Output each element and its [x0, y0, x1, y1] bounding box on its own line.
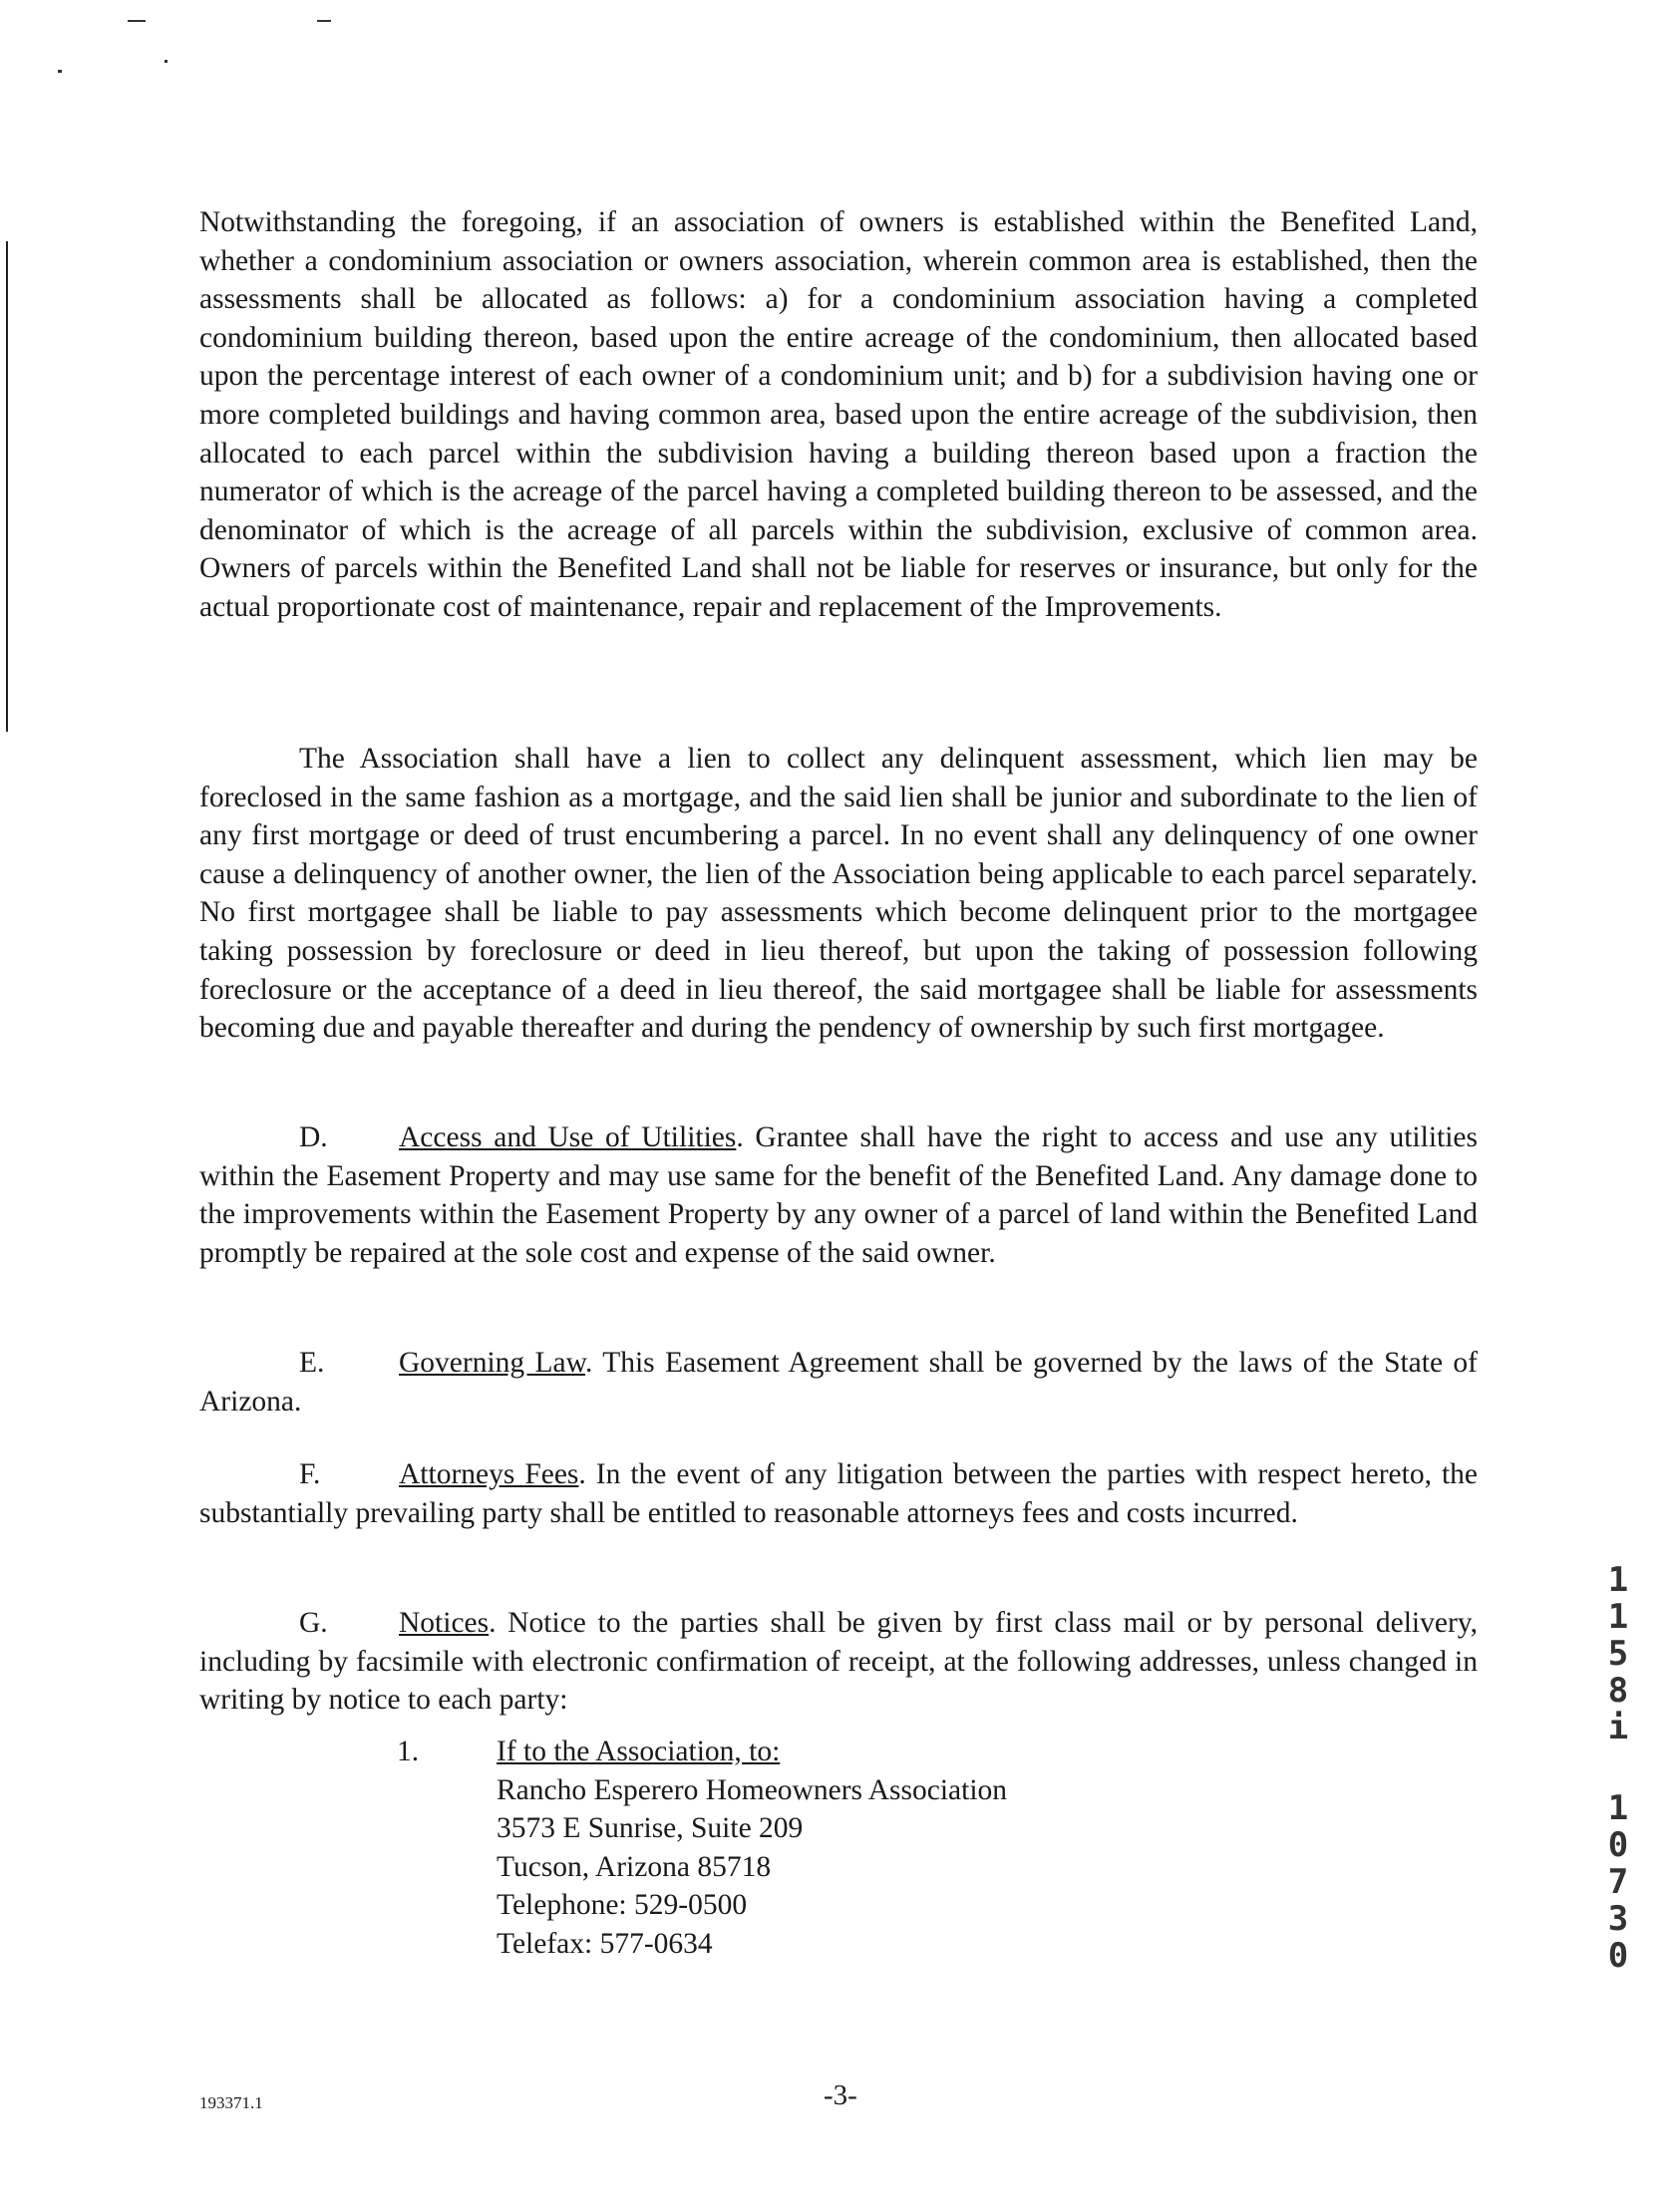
section-text: . Notice to the parties shall be given by first class mail or by personal delivery, including by facsimile with electronic confirmation of receipt, at the following addresses, unless changed in writing by notice to each party:	[199, 1607, 1478, 1717]
section-text: . Grantee shall have the right to access and use any utilities within the Easement Property and may use same for the benefit of the Benefited Land. Any damage done to the improvements within the Easement Property by any owner of a parcel of land within the Benefited Land promptly be repaired at the sole cost and expense of the said owner.	[199, 1121, 1478, 1269]
stamp-gap	[1601, 1746, 1635, 1790]
scan-artifact	[165, 60, 168, 63]
section-attorneys-fees	[199, 1455, 1478, 1532]
address-name: Rancho Esperero Homeowners Association	[497, 1773, 1008, 1806]
stamp-char: 1	[1607, 1597, 1629, 1637]
stamp-char: 3	[1607, 1899, 1629, 1939]
margin-bar	[6, 241, 8, 732]
section-letter: D.	[299, 1121, 328, 1153]
paragraph-assessment-allocation	[199, 203, 1478, 627]
section-letter: E.	[299, 1347, 325, 1379]
section-heading: Attorneys Fees	[399, 1458, 579, 1490]
scan-artifact	[317, 20, 331, 22]
address-number: 1.	[397, 1736, 420, 1767]
address-telefax: Telefax: 577-0634	[497, 1927, 713, 1960]
scan-artifact	[128, 20, 146, 22]
page-number: -3-	[824, 2079, 857, 2111]
section-text: . This Easement Agreement shall be governed by the laws of the State of Arizona.	[199, 1347, 1478, 1418]
section-heading: Notices	[399, 1607, 490, 1639]
section-heading: Governing Law	[399, 1347, 586, 1379]
recording-stamp	[1601, 1562, 1635, 1975]
paragraph-text: The Association shall have a lien to collect any delinquent assessment, which lien may be foreclosed in the same fashion as a mortgage, and the said lien shall be junior and subordinate to the lien of any first mortgage or deed of trust encumbering a parcel. In no event shall any delinquency of one owner cause a delinquency of another owner, the lien of the Association being applicable to each parcel separately. No first mortgagee shall be liable to pay assessments which become delinquent prior to the mortgagee taking possession by foreclosure or deed in lieu thereof, but upon the taking of possession following foreclosure or the acceptance of a deed in lieu thereof, the said mortgagee shall be liable for assessments becoming due and payable thereafter and during the pendency of ownership by such first mortgagee.	[199, 743, 1478, 1045]
section-heading: Access and Use of Utilities	[399, 1121, 737, 1153]
stamp-char: 1	[1607, 1788, 1629, 1828]
section-text: . In the event of any litigation between the parties with respect hereto, the substantially prevailing party shall be entitled to reasonable attorneys fees and costs incurred.	[199, 1458, 1479, 1529]
address-telephone: Telephone: 529-0500	[497, 1889, 748, 1922]
address-city: Tucson, Arizona 85718	[497, 1850, 772, 1883]
stamp-char: 0	[1607, 1825, 1629, 1865]
paragraph-association-lien	[199, 740, 1478, 1048]
stamp-char: 0	[1607, 1936, 1629, 1976]
address-heading: If to the Association, to:	[497, 1736, 781, 1767]
stamp-char: i	[1607, 1708, 1629, 1747]
section-governing-law	[199, 1344, 1478, 1421]
section-notices	[199, 1604, 1478, 1720]
section-letter: G.	[299, 1607, 328, 1639]
document-id: 193371.1	[199, 2093, 263, 2112]
paragraph-text: Notwithstanding the foregoing, if an association of owners is established within the Benefited Land, whether a condominium association or owners association, wherein common area is established, then the assessments shall be allocated as follows: a) for a condominium association having a completed condominium building thereon, based upon the entire acreage of the condominium, then allocated based upon the percentage interest of each owner of a condominium unit; and b) for a subdivision having one or more completed buildings and having common area, based upon the entire acreage of the subdivision, then allocated to each parcel within the subdivision having a building thereon based upon a fraction the numerator of which is the acreage of the parcel having a completed building thereon to be assessed, and the denominator of which is the acreage of all parcels within the subdivision, exclusive of common area. Owners of parcels within the Benefited Land shall not be liable for reserves or insurance, but only for the actual proportionate cost of maintenance, repair and replacement of the Improvements.	[199, 206, 1478, 623]
stamp-char: 7	[1607, 1862, 1629, 1902]
stamp-char: 1	[1607, 1560, 1629, 1600]
stamp-char: 5	[1607, 1634, 1629, 1674]
address-street: 3573 E Sunrise, Suite 209	[497, 1812, 804, 1845]
section-access-utilities	[199, 1118, 1478, 1272]
stamp-char: 8	[1607, 1671, 1629, 1711]
scan-artifact	[58, 70, 62, 73]
section-letter: F.	[299, 1458, 321, 1490]
